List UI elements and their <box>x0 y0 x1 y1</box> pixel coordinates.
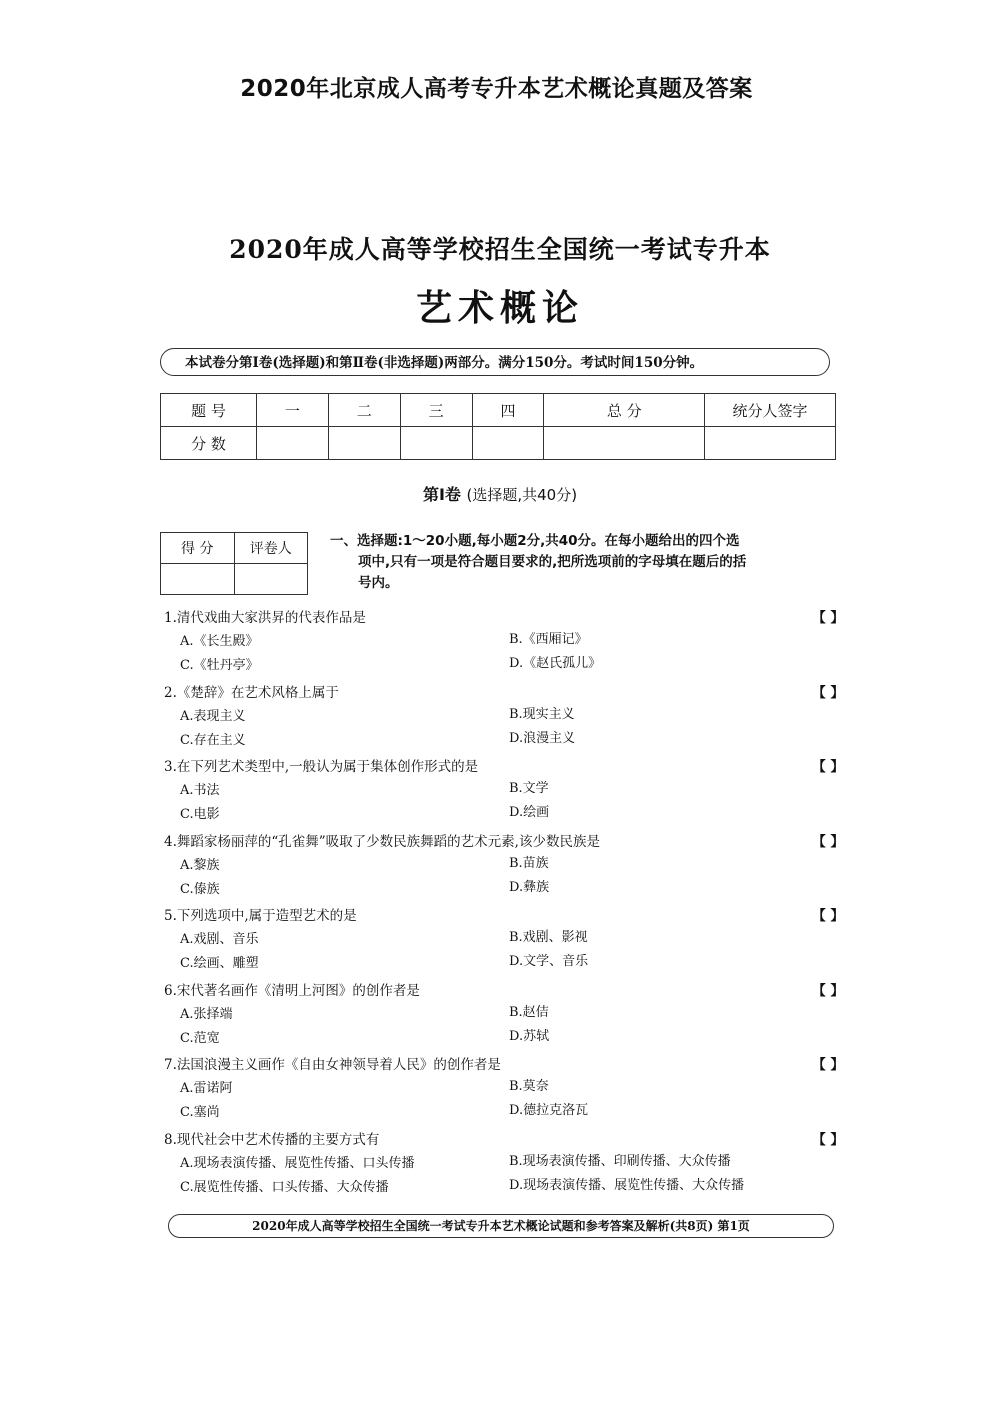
option-a: A.表现主义 <box>180 708 246 724</box>
option-c: C.塞尚 <box>180 1105 220 1120</box>
question-stem: 4.舞蹈家杨丽萍的“孔雀舞”吸取了少数民族舞蹈的艺术元素,该少数民族是 <box>164 833 600 850</box>
score-table-cell: 三 <box>400 394 472 427</box>
answer-bracket: 【 】 <box>812 1131 844 1148</box>
score-table-cell: 题 号 <box>161 394 257 427</box>
exam-subject: 艺术概论 <box>415 288 584 329</box>
question-stem: 5.下列选项中,属于造型艺术的是 <box>164 908 357 924</box>
option-a: A.张择端 <box>180 1006 233 1022</box>
option-d: D.浪漫主义 <box>509 730 576 746</box>
option-d: D.彝族 <box>509 879 550 895</box>
option-c: C.电影 <box>180 807 220 822</box>
option-a: A.黎族 <box>180 857 220 873</box>
section-name: 第Ⅰ卷 <box>422 485 461 504</box>
answer-bracket: 【 】 <box>812 1057 844 1073</box>
question-stem: 6.宋代著名画作《清明上河图》的创作者是 <box>164 982 420 999</box>
exam-notice: 本试卷分第Ⅰ卷(选择题)和第Ⅱ卷(非选择题)两部分。满分150分。考试时间150分钟。 <box>160 348 830 376</box>
option-b: B.苗族 <box>509 855 549 871</box>
option-c: C.《牡丹亭》 <box>180 658 259 673</box>
option-c: C.展览性传播、口头传播、大众传播 <box>180 1179 389 1195</box>
option-b: B.现实主义 <box>509 706 575 722</box>
question-stem: 7.法国浪漫主义画作《自由女神领导着人民》的创作者是 <box>164 1057 501 1073</box>
question-item <box>164 1053 844 1128</box>
score-cell-empty <box>400 427 472 460</box>
page-title: 2020年北京成人高考专升本艺术概论真题及答案 <box>240 76 753 102</box>
option-d: D.《赵氏孤儿》 <box>509 656 602 671</box>
exam-heading: 2020年成人高等学校招生全国统一考试专升本 <box>229 235 771 264</box>
question-item <box>164 606 844 681</box>
section-instructions <box>330 531 830 594</box>
option-b: B.赵佶 <box>509 1004 549 1020</box>
option-a: A.雷诺阿 <box>180 1081 233 1096</box>
score-table-cell: 四 <box>472 394 544 427</box>
option-d: D.绘画 <box>509 805 550 820</box>
score-table-cell: 二 <box>328 394 400 427</box>
option-b: B.莫奈 <box>509 1079 549 1094</box>
score-cell-empty <box>257 427 329 460</box>
option-b: B.现场表演传播、印刷传播、大众传播 <box>509 1153 731 1169</box>
score-table <box>160 393 836 460</box>
question-stem: 2.《楚辞》在艺术风格上属于 <box>164 684 339 701</box>
question-stem: 8.现代社会中艺术传播的主要方式有 <box>164 1131 380 1148</box>
section-title <box>150 482 850 505</box>
option-d: D.苏轼 <box>509 1028 550 1044</box>
option-b: B.戏剧、影视 <box>509 930 588 945</box>
grader-name-cell <box>234 564 308 595</box>
question-item <box>164 979 844 1054</box>
option-d: D.现场表演传播、展览性传播、大众传播 <box>509 1177 745 1193</box>
score-cell-empty <box>544 427 705 460</box>
option-c: C.范宽 <box>180 1030 220 1046</box>
score-table-cell: 一 <box>257 394 329 427</box>
question-item <box>164 1128 844 1203</box>
score-cell-empty <box>705 427 836 460</box>
grader-score-label: 得 分 <box>161 533 235 564</box>
answer-bracket: 【 】 <box>812 759 844 775</box>
question-item <box>164 681 844 756</box>
question-item <box>164 904 844 979</box>
section-subtitle: (选择题,共40分) <box>466 486 578 504</box>
question-item <box>164 755 844 830</box>
question-item <box>164 830 844 905</box>
option-a: A.书法 <box>180 783 220 798</box>
grader-name-label: 评卷人 <box>234 533 308 564</box>
instructions-line: 项中,只有一项是符合题目要求的,把所选项前的字母填在题后的括 <box>358 554 747 570</box>
question-list <box>164 606 844 1202</box>
score-table-cell: 总 分 <box>544 394 705 427</box>
question-stem: 1.清代戏曲大家洪昇的代表作品是 <box>164 610 366 626</box>
instructions-line: 一、选择题:1～20小题,每小题2分,共40分。在每小题给出的四个选 <box>330 533 740 549</box>
answer-bracket: 【 】 <box>812 982 844 999</box>
option-c: C.傣族 <box>180 881 220 897</box>
option-b: B.《西厢记》 <box>509 632 588 647</box>
score-table-score-row <box>161 427 836 460</box>
option-b: B.文学 <box>509 781 549 796</box>
option-d: D.德拉克洛瓦 <box>509 1103 589 1118</box>
score-row-label: 分 数 <box>161 427 257 460</box>
question-stem: 3.在下列艺术类型中,一般认为属于集体创作形式的是 <box>164 759 479 775</box>
scanned-exam-page <box>150 220 850 1250</box>
answer-bracket: 【 】 <box>812 833 844 850</box>
answer-bracket: 【 】 <box>812 610 844 626</box>
answer-bracket: 【 】 <box>812 684 844 701</box>
option-a: A.《长生殿》 <box>180 634 259 649</box>
option-d: D.文学、音乐 <box>509 954 589 969</box>
option-c: C.绘画、雕塑 <box>180 956 259 971</box>
option-c: C.存在主义 <box>180 732 246 748</box>
score-cell-empty <box>328 427 400 460</box>
instructions-line: 号内。 <box>358 575 399 591</box>
score-cell-empty <box>472 427 544 460</box>
option-a: A.戏剧、音乐 <box>180 932 259 947</box>
score-table-header-row <box>161 394 836 427</box>
score-table-cell: 统分人签字 <box>705 394 836 427</box>
grader-score-cell <box>161 564 235 595</box>
option-a: A.现场表演传播、展览性传播、口头传播 <box>180 1155 415 1171</box>
grader-table <box>160 532 308 595</box>
answer-bracket: 【 】 <box>812 908 844 924</box>
page-footer: 2020年成人高等学校招生全国统一考试专升本艺术概论试题和参考答案及解析(共8页) 第1页 <box>168 1214 834 1238</box>
